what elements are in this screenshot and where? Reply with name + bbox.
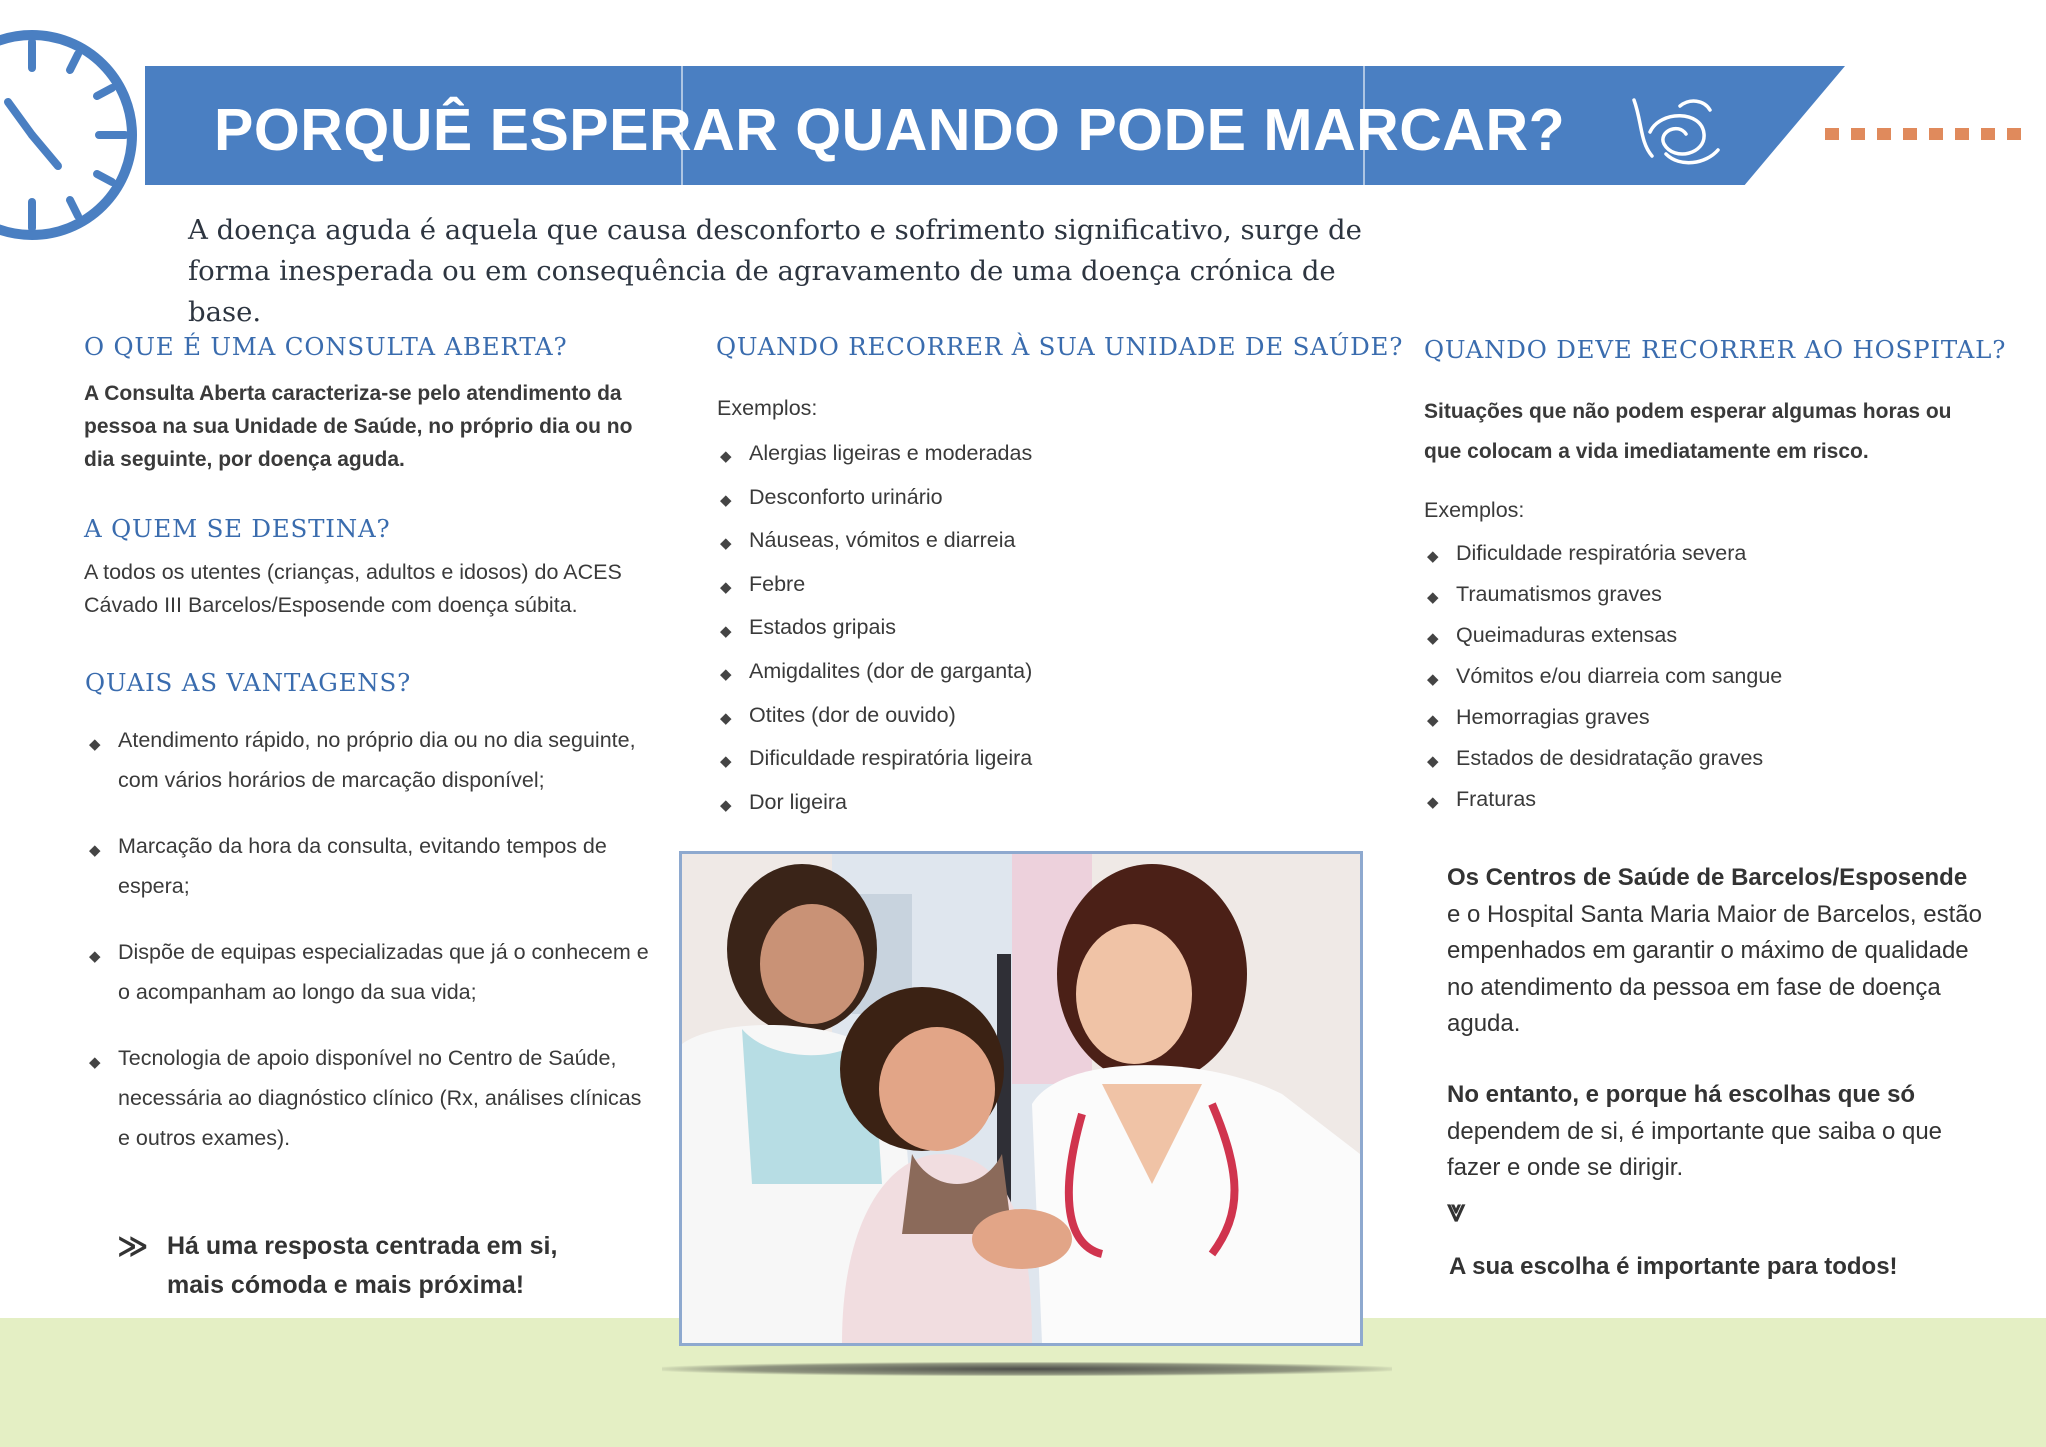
diamond-bullet-icon: ◆ <box>1427 630 1439 648</box>
diamond-bullet-icon: ◆ <box>720 753 732 771</box>
unidade-saude-heading: QUANDO RECORRER À SUA UNIDADE DE SAÚDE? <box>716 332 1404 361</box>
list-item <box>1427 701 1782 742</box>
decorative-dots <box>1825 128 2030 140</box>
list-item <box>720 437 1032 481</box>
resposta-centrada-text <box>167 1227 557 1305</box>
consulta-aberta-text: A Consulta Aberta caracteriza-se pelo atendimento da pessoa na sua Unidade de Saúde, no próprio dia ou no dia seguinte, por doença aguda. <box>84 382 633 471</box>
clock-icon <box>0 20 148 250</box>
list-item <box>720 524 1032 568</box>
list-item <box>1427 742 1782 783</box>
entanto-bold: No entanto, e porque há escolhas que só <box>1447 1081 1916 1108</box>
diamond-bullet-icon: ◆ <box>720 622 732 640</box>
list-item-text: Dificuldade respiratória ligeira <box>749 746 1033 771</box>
double-chevron-right-icon: ≫ <box>117 1230 149 1263</box>
diamond-bullet-icon: ◆ <box>89 842 101 860</box>
diamond-bullet-icon: ◆ <box>89 736 101 754</box>
hospital-intro: Situações que não podem esperar algumas horas ou que colocam a vida imediatamente em risco. <box>1424 400 1952 463</box>
diamond-bullet-icon: ◆ <box>1427 589 1439 607</box>
list-item-text: Dispõe de equipas especializadas que já o conhecem e o acompanham ao longo da sua vida; <box>118 940 649 1004</box>
diamond-bullet-icon: ◆ <box>720 535 732 553</box>
no-entanto-text <box>1447 1077 1987 1187</box>
list-item <box>720 611 1032 655</box>
list-item-text: Marcação da hora da consulta, evitando tempos de espera; <box>118 834 607 898</box>
consulta-aberta-heading: O QUE É UMA CONSULTA ABERTA? <box>84 332 568 361</box>
resposta-line-2: mais cómoda e mais próxima! <box>167 1271 525 1299</box>
diamond-bullet-icon: ◆ <box>1427 548 1439 566</box>
diamond-bullet-icon: ◆ <box>720 666 732 684</box>
destina-heading: A QUEM SE DESTINA? <box>84 514 391 543</box>
list-item-text: Dificuldade respiratória severa <box>1456 541 1747 565</box>
list-item <box>1427 783 1782 824</box>
list-item <box>720 655 1032 699</box>
list-item <box>89 720 649 800</box>
centros-saude-text <box>1447 860 1987 1043</box>
page-title: PORQUÊ ESPERAR QUANDO PODE MARCAR? <box>214 97 1566 163</box>
list-item-text: Febre <box>749 571 806 596</box>
list-item-text: Traumatismos graves <box>1456 582 1662 606</box>
list-item-text: Estados de desidratação graves <box>1456 746 1764 770</box>
photo-illustration <box>682 854 1360 1343</box>
list-item-text: Vómitos e/ou diarreia com sangue <box>1456 664 1783 688</box>
list-item <box>1427 660 1782 701</box>
list-item <box>89 826 649 906</box>
list-item <box>89 1038 649 1158</box>
diamond-bullet-icon: ◆ <box>720 709 732 727</box>
list-item-text: Atendimento rápido, no próprio dia ou no dia seguinte, com vários horários de marcação disponível; <box>118 728 636 792</box>
unidade-saude-list <box>720 437 1032 829</box>
vantagens-list <box>89 720 649 1184</box>
list-item-text: Fraturas <box>1456 787 1537 811</box>
list-item <box>1427 537 1782 578</box>
diamond-bullet-icon: ◆ <box>1427 753 1439 771</box>
diamond-bullet-icon: ◆ <box>89 1054 101 1072</box>
hospital-heading: QUANDO DEVE RECORRER AO HOSPITAL? <box>1424 335 2007 364</box>
exemplos-label: Exemplos: <box>1424 498 1525 522</box>
diamond-bullet-icon: ◆ <box>1427 712 1439 730</box>
list-item <box>720 481 1032 525</box>
list-item <box>720 742 1032 786</box>
list-item-text: Alergias ligeiras e moderadas <box>749 441 1033 465</box>
swirl-logo-icon <box>1620 92 1730 172</box>
list-item-text: Náuseas, vómitos e diarreia <box>749 528 1016 553</box>
list-item-text: Tecnologia de apoio disponível no Centro de Saúde, necessária ao diagnóstico clínico (Rx, análises clínicas e outros exames). <box>118 1046 642 1150</box>
list-item-text: Queimaduras extensas <box>1456 623 1678 647</box>
intro-text: A doença aguda é aquela que causa desconforto e sofrimento significativo, surge de forma inesperada ou em consequência de agravamento de uma doença crónica de base. <box>188 214 1362 328</box>
list-item-text: Hemorragias graves <box>1456 705 1650 729</box>
diamond-bullet-icon: ◆ <box>720 797 732 815</box>
list-item-text: Desconforto urinário <box>749 484 943 509</box>
centros-bold: Os Centros de Saúde de Barcelos/Esposende <box>1447 864 1968 891</box>
destina-text: A todos os utentes (crianças, adultos e idosos) do ACES Cávado III Barcelos/Esposende com doença súbita. <box>84 560 622 617</box>
list-item <box>720 786 1032 830</box>
centros-rest: e o Hospital Santa Maria Maior de Barcelos, estão empenhados em garantir o máximo de qualidade no atendimento da pessoa em fase de doença aguda. <box>1447 900 1982 1037</box>
double-chevron-down-icon: ⩔ <box>1447 1192 1466 1228</box>
diamond-bullet-icon: ◆ <box>720 579 732 597</box>
list-item-text: Dor ligeira <box>749 789 847 814</box>
escolha-text: A sua escolha é importante para todos! <box>1449 1253 1898 1280</box>
diamond-bullet-icon: ◆ <box>1427 794 1439 812</box>
diamond-bullet-icon: ◆ <box>720 491 732 509</box>
list-item-text: Estados gripais <box>749 615 896 640</box>
doctor-child-photo <box>679 851 1363 1346</box>
exemplos-label: Exemplos: <box>717 396 818 420</box>
list-item-text: Otites (dor de ouvido) <box>749 702 956 727</box>
hospital-list <box>1427 537 1782 824</box>
photo-shadow <box>662 1362 1392 1376</box>
list-item <box>720 699 1032 743</box>
entanto-rest: dependem de si, é importante que saiba o que fazer e onde se dirigir. <box>1447 1117 1943 1181</box>
list-item <box>1427 578 1782 619</box>
diamond-bullet-icon: ◆ <box>720 448 732 466</box>
list-item <box>720 568 1032 612</box>
vantagens-heading: QUAIS AS VANTAGENS? <box>85 668 412 697</box>
list-item <box>1427 619 1782 660</box>
resposta-line-1: Há uma resposta centrada em si, <box>167 1232 558 1260</box>
diamond-bullet-icon: ◆ <box>89 948 101 966</box>
list-item-text: Amigdalites (dor de garganta) <box>749 658 1033 683</box>
diamond-bullet-icon: ◆ <box>1427 671 1439 689</box>
list-item <box>89 932 649 1012</box>
